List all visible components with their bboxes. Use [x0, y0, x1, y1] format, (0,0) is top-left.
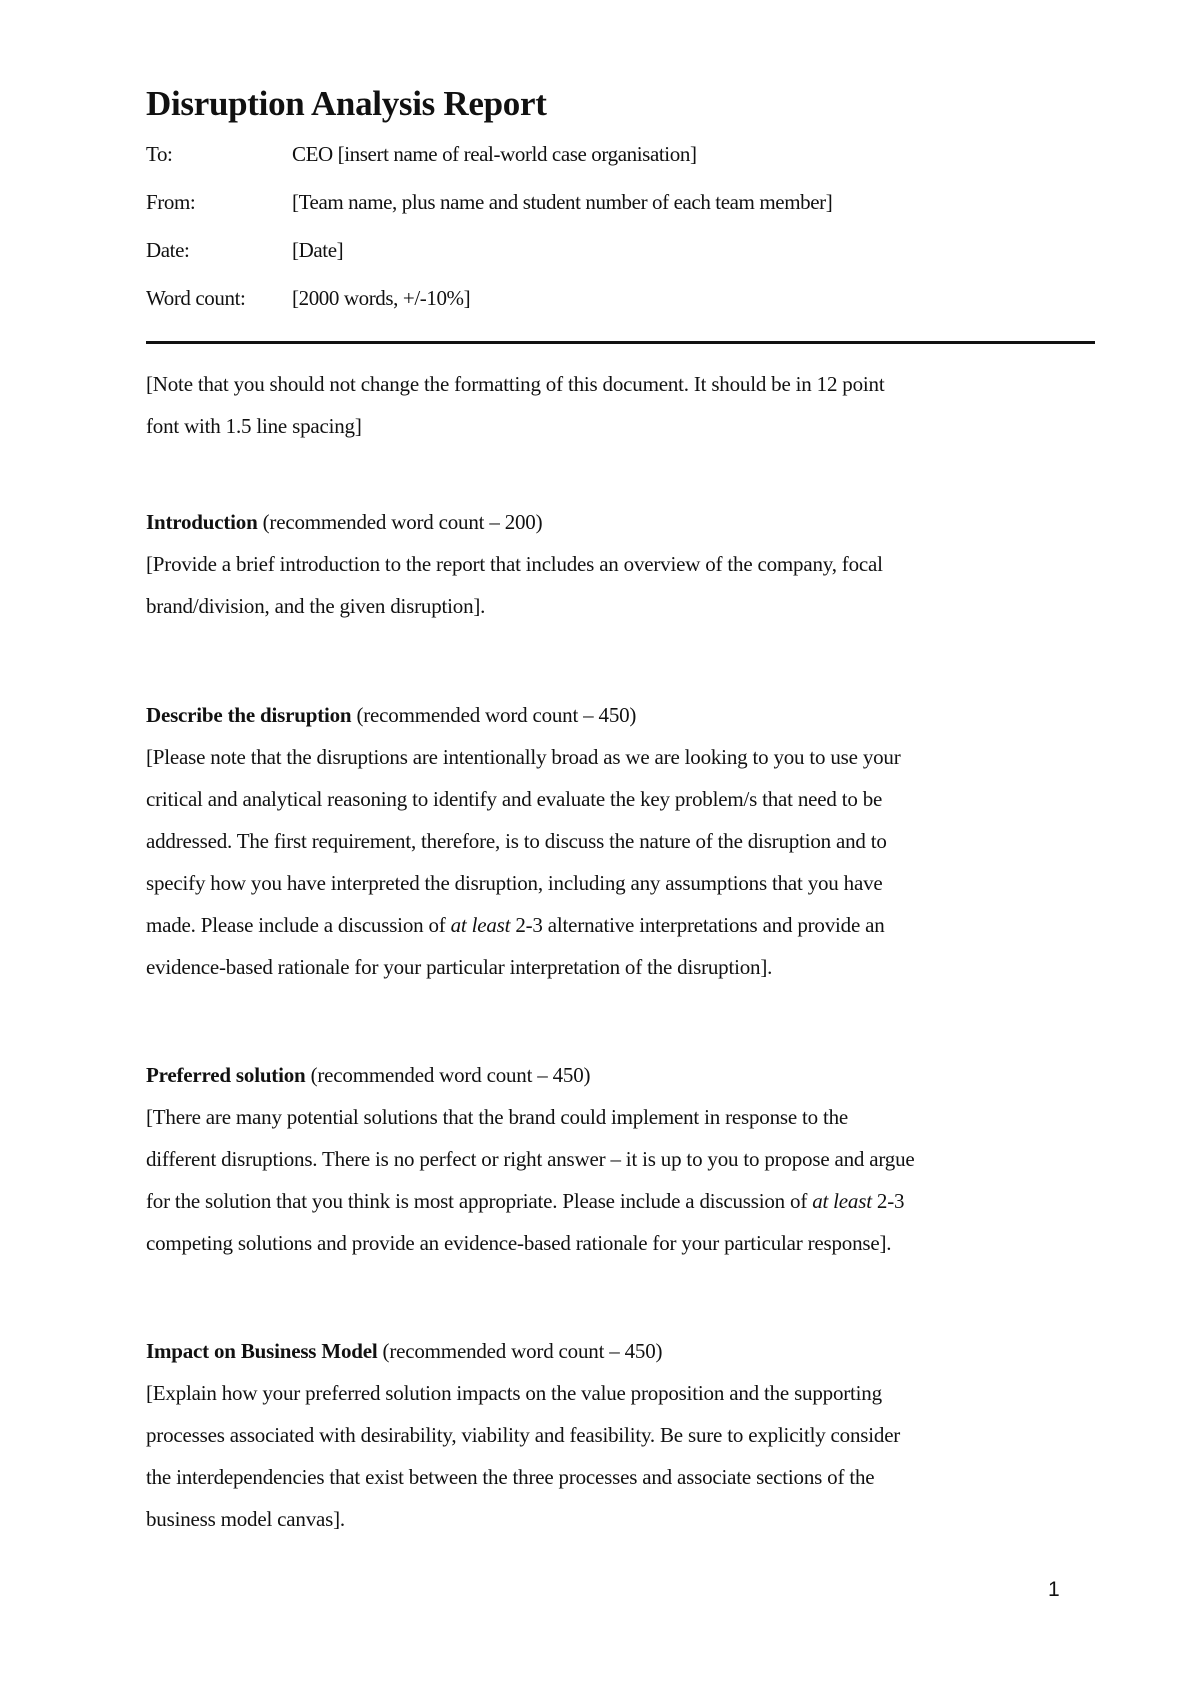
body-line: the interdependencies that exist between the three processes and associate sections of the — [146, 1465, 875, 1489]
body-line: addressed. The first requirement, therefore, is to discuss the nature of the disruption and to — [146, 829, 887, 853]
body-line: [There are many potential solutions that the brand could implement in response to the — [146, 1105, 849, 1129]
section-introduction — [146, 501, 1086, 627]
body-text: 2-3 — [871, 1189, 905, 1213]
header-divider — [146, 341, 1095, 344]
memo-to-label: To: — [146, 142, 173, 166]
memo-date-value: [Date] — [292, 238, 344, 262]
section-disruption — [146, 694, 1086, 988]
section-word-count: (recommended word count – 200) — [262, 510, 543, 534]
body-line: critical and analytical reasoning to identify and evaluate the key problem/s that need to be — [146, 787, 883, 811]
section-heading — [146, 1054, 1086, 1096]
emphasis-text: at least — [812, 1189, 872, 1213]
body-text: made. Please include a discussion of — [146, 913, 451, 937]
emphasis-text: at least — [450, 913, 511, 937]
body-line: competing solutions and provide an evidence-based rationale for your particular response]. — [146, 1231, 892, 1255]
section-heading-title: Introduction — [146, 510, 258, 534]
body-line: different disruptions. There is no perfect or right answer – it is up to you to propose and argue — [146, 1147, 915, 1171]
body-line: brand/division, and the given disruption]. — [146, 594, 486, 618]
body-line: processes associated with desirability, viability and feasibility. Be sure to explicitly consider — [146, 1423, 901, 1447]
memo-wordcount-row — [146, 286, 470, 311]
memo-to-row — [146, 142, 697, 167]
section-heading — [146, 694, 1086, 736]
body-line: business model canvas]. — [146, 1507, 345, 1531]
body-text: 2-3 alternative interpretations and provide an — [510, 913, 885, 937]
body-line: specify how you have interpreted the disruption, including any assumptions that you have — [146, 871, 883, 895]
memo-from-row — [146, 190, 832, 215]
note-line: [Note that you should not change the formatting of this document. It should be in 12 point — [146, 372, 885, 396]
body-line: [Explain how your preferred solution impacts on the value proposition and the supporting — [146, 1381, 882, 1405]
section-heading-title: Describe the disruption — [146, 703, 352, 727]
memo-date-row — [146, 238, 343, 263]
body-line: [Please note that the disruptions are intentionally broad as we are looking to you to use your — [146, 745, 901, 769]
body-text: for the solution that you think is most appropriate. Please include a discussion of — [146, 1189, 813, 1213]
note-line: font with 1.5 line spacing] — [146, 414, 362, 438]
formatting-note — [146, 363, 1086, 447]
memo-date-label: Date: — [146, 238, 190, 262]
memo-wordcount-label: Word count: — [146, 286, 246, 310]
body-line — [146, 1180, 1086, 1222]
memo-from-value: [Team name, plus name and student number of each team member] — [292, 190, 833, 214]
page-number: 1 — [1048, 1578, 1060, 1601]
report-title: Disruption Analysis Report — [146, 84, 547, 123]
section-heading — [146, 501, 1086, 543]
section-word-count: (recommended word count – 450) — [382, 1339, 663, 1363]
section-heading-title: Preferred solution — [146, 1063, 306, 1087]
section-word-count: (recommended word count – 450) — [310, 1063, 591, 1087]
memo-to-value: CEO [insert name of real-world case organisation] — [292, 142, 697, 166]
section-heading — [146, 1330, 1086, 1372]
section-preferred-solution — [146, 1054, 1086, 1264]
memo-wordcount-value: [2000 words, +/-10%] — [292, 286, 471, 310]
body-line: [Provide a brief introduction to the report that includes an overview of the company, focal — [146, 552, 883, 576]
section-business-model-impact — [146, 1330, 1086, 1540]
body-line — [146, 904, 1086, 946]
section-heading-title: Impact on Business Model — [146, 1339, 378, 1363]
memo-from-label: From: — [146, 190, 196, 214]
body-line: evidence-based rationale for your particular interpretation of the disruption]. — [146, 955, 773, 979]
section-word-count: (recommended word count – 450) — [356, 703, 637, 727]
